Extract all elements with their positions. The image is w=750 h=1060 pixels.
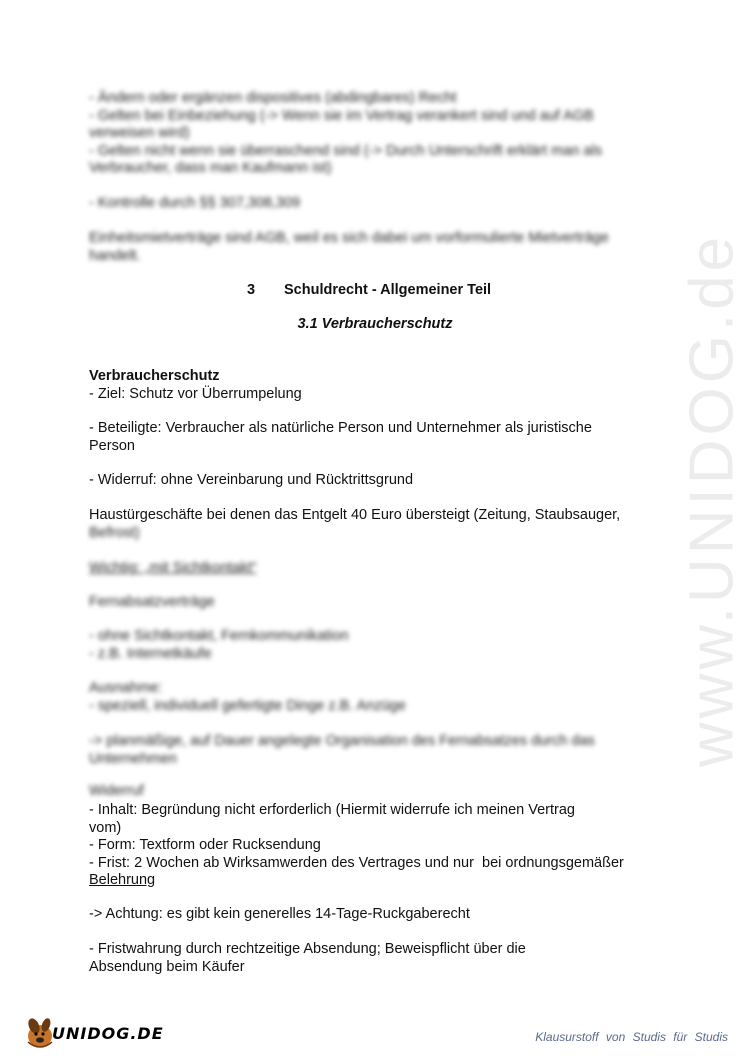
blurred-line: -> planmäßige, auf Dauer angelegte Organisation des Fernabsatzes durch das — [89, 733, 595, 749]
blurred-line: verweisen wird) — [89, 125, 190, 141]
blurred-line: Unternehmen — [89, 751, 177, 767]
blurred-line: Widerruf — [89, 783, 144, 799]
subsection-title: 3.1 Verbraucherschutz — [297, 316, 453, 332]
content-heading: Verbraucherschutz — [89, 368, 220, 384]
section-number: 3 — [247, 282, 256, 298]
blurred-line: - Gelten bei Einbeziehung (-> Wenn sie im Vertrag verankert sind und auf AGB — [89, 108, 594, 124]
content-line: Person — [89, 438, 135, 454]
content-line: - Form: Textform oder Rucksendung — [89, 837, 321, 853]
blurred-line: Befrost) — [89, 525, 140, 541]
blurred-line: - ohne Sichtkontakt, Fernkommunikation — [89, 628, 349, 644]
content-line: - Ziel: Schutz vor Überrumpelung — [89, 386, 302, 402]
blurred-line: Ausnahme: — [89, 680, 163, 696]
blurred-line: - Gelten nicht wenn sie überraschend sind (-> Durch Unterschrift erklärt man als — [89, 143, 602, 159]
content-line: -> Achtung: es gibt kein generelles 14-Tage-Ruckgaberecht — [89, 906, 470, 922]
blurred-line: - Ändern oder ergänzen dispositives (abdingbares) Recht — [89, 90, 457, 106]
blurred-line: Fernabsatzverträge — [89, 594, 215, 610]
blurred-line: - z.B. Internetkäufe — [89, 646, 212, 662]
content-line: Absendung beim Käufer — [89, 959, 245, 975]
watermark: www.UNIDOG.de — [677, 232, 747, 768]
content-line: - Inhalt: Begründung nicht erforderlich (Hiermit widerrufe ich meinen Vertrag — [89, 802, 575, 818]
content-line-underlined: Belehrung — [89, 872, 156, 888]
footer-logo-text: UNIDOG.DE — [52, 1024, 164, 1043]
blurred-line: Wichtig: „mit Sichtkontakt“ — [89, 560, 257, 576]
blurred-line: - speziell, individuell gefertigte Dinge z.B. Anzüge — [89, 698, 406, 714]
blurred-line: - Kontrolle durch §§ 307,308,309 — [89, 195, 301, 211]
blurred-line: Verbraucher, dass man Kaufmann ist) — [89, 160, 332, 176]
content-line: - Widerruf: ohne Vereinbarung und Rücktrittsgrund — [89, 472, 414, 488]
footer-tagline: Klausurstoff von Studis für Studis — [535, 1030, 728, 1044]
content-line: - Fristwahrung durch rechtzeitige Absendung; Beweispflicht über die — [89, 941, 526, 957]
content-line: - Frist: 2 Wochen ab Wirksamwerden des Vertrages und nur bei ordnungsgemäßer — [89, 855, 624, 871]
blurred-line: Einheitsmietverträge sind AGB, weil es sich dabei um vorformulierte Mietverträge — [89, 230, 609, 246]
content-line: vom) — [89, 820, 122, 836]
section-title: Schuldrecht - Allgemeiner Teil — [284, 282, 492, 298]
blurred-line: handelt. — [89, 248, 141, 264]
content-line: - Beteiligte: Verbraucher als natürliche Person und Unternehmer als juristische — [89, 420, 592, 436]
content-line: Haustürgeschäfte bei denen das Entgelt 40 Euro übersteigt (Zeitung, Staubsauger, — [89, 507, 621, 523]
